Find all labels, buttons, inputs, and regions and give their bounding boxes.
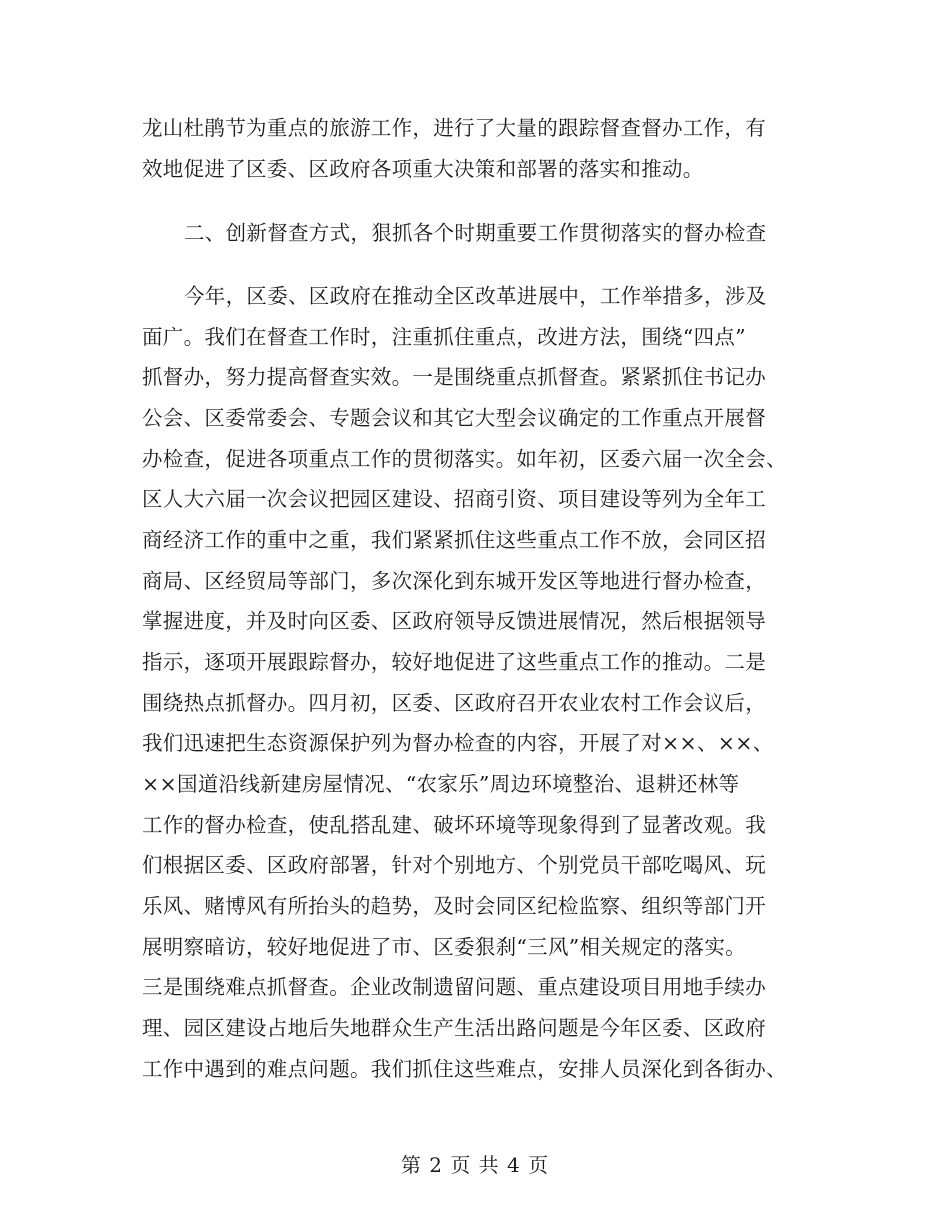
body-text-line: 工作的督办检查，使乱搭乱建、破坏环境等现象得到了显著改观。我: [142, 813, 766, 837]
body-text-line: 面广。我们在督查工作时，注重抓住重点，改进方法，围绕“四点”: [142, 325, 746, 349]
body-text-line: 公会、区委常委会、专题会议和其它大型会议确定的工作重点开展督: [142, 406, 766, 430]
body-text-line: 三是围绕难点抓督查。企业改制遗留问题、重点建设项目用地手续办: [142, 975, 766, 999]
body-text-line: 商经济工作的重中之重，我们紧紧抓住这些重点工作不放，会同区招: [142, 528, 766, 552]
body-text-line: 工作中遇到的难点问题。我们抓住这些难点，安排人员深化到各街办、: [142, 1057, 787, 1081]
body-text-line: 今年，区委、区政府在推动全区改革进展中，工作举措多，涉及: [184, 284, 767, 308]
body-text-line: 我们迅速把生态资源保护列为督办检查的内容，开展了对××、××、: [142, 731, 774, 755]
body-text-line: 理、园区建设占地后失地群众生产生活出路问题是今年区委、区政府: [142, 1016, 766, 1040]
body-text-line: 围绕热点抓督办。四月初，区委、区政府召开农业农村工作会议后，: [142, 691, 766, 715]
section-heading: 二、创新督查方式，狠抓各个时期重要工作贯彻落实的督办检查: [184, 221, 767, 245]
body-text-line: 商局、区经贸局等部门，多次深化到东城开发区等地进行督办检查，: [142, 569, 766, 593]
body-text-line: 区人大六届一次会议把园区建设、招商引资、项目建设等列为全年工: [142, 487, 766, 511]
body-text-line: ××国道沿线新建房屋情况、“农家乐”周边环境整治、退耕还林等: [142, 772, 740, 796]
body-text-line: 办检查，促进各项重点工作的贯彻落实。如年初，区委六届一次全会、: [142, 447, 787, 471]
body-text-line: 乐风、赌博风有所抬头的趋势，及时会同区纪检监察、组织等部门开: [142, 894, 766, 918]
body-text-line: 展明察暗访，较好地促进了市、区委狠刹“三风”相关规定的落实。: [142, 935, 746, 959]
body-text-line: 效地促进了区委、区政府各项重大决策和部署的落实和推动。: [142, 157, 704, 181]
page-footer: 第 2 页 共 4 页: [400, 1153, 550, 1177]
body-text-line: 指示，逐项开展跟踪督办，较好地促进了这些重点工作的推动。二是: [142, 650, 766, 674]
body-text-line: 龙山杜鹃节为重点的旅游工作，进行了大量的跟踪督查督办工作，有: [142, 116, 766, 140]
body-text-line: 掌握进度，并及时向区委、区政府领导反馈进展情况，然后根据领导: [142, 609, 766, 633]
body-text-line: 们根据区委、区政府部署，针对个别地方、个别党员干部吃喝风、玩: [142, 853, 766, 877]
body-text-line: 抓督办，努力提高督查实效。一是围绕重点抓督查。紧紧抓住书记办: [142, 365, 766, 389]
